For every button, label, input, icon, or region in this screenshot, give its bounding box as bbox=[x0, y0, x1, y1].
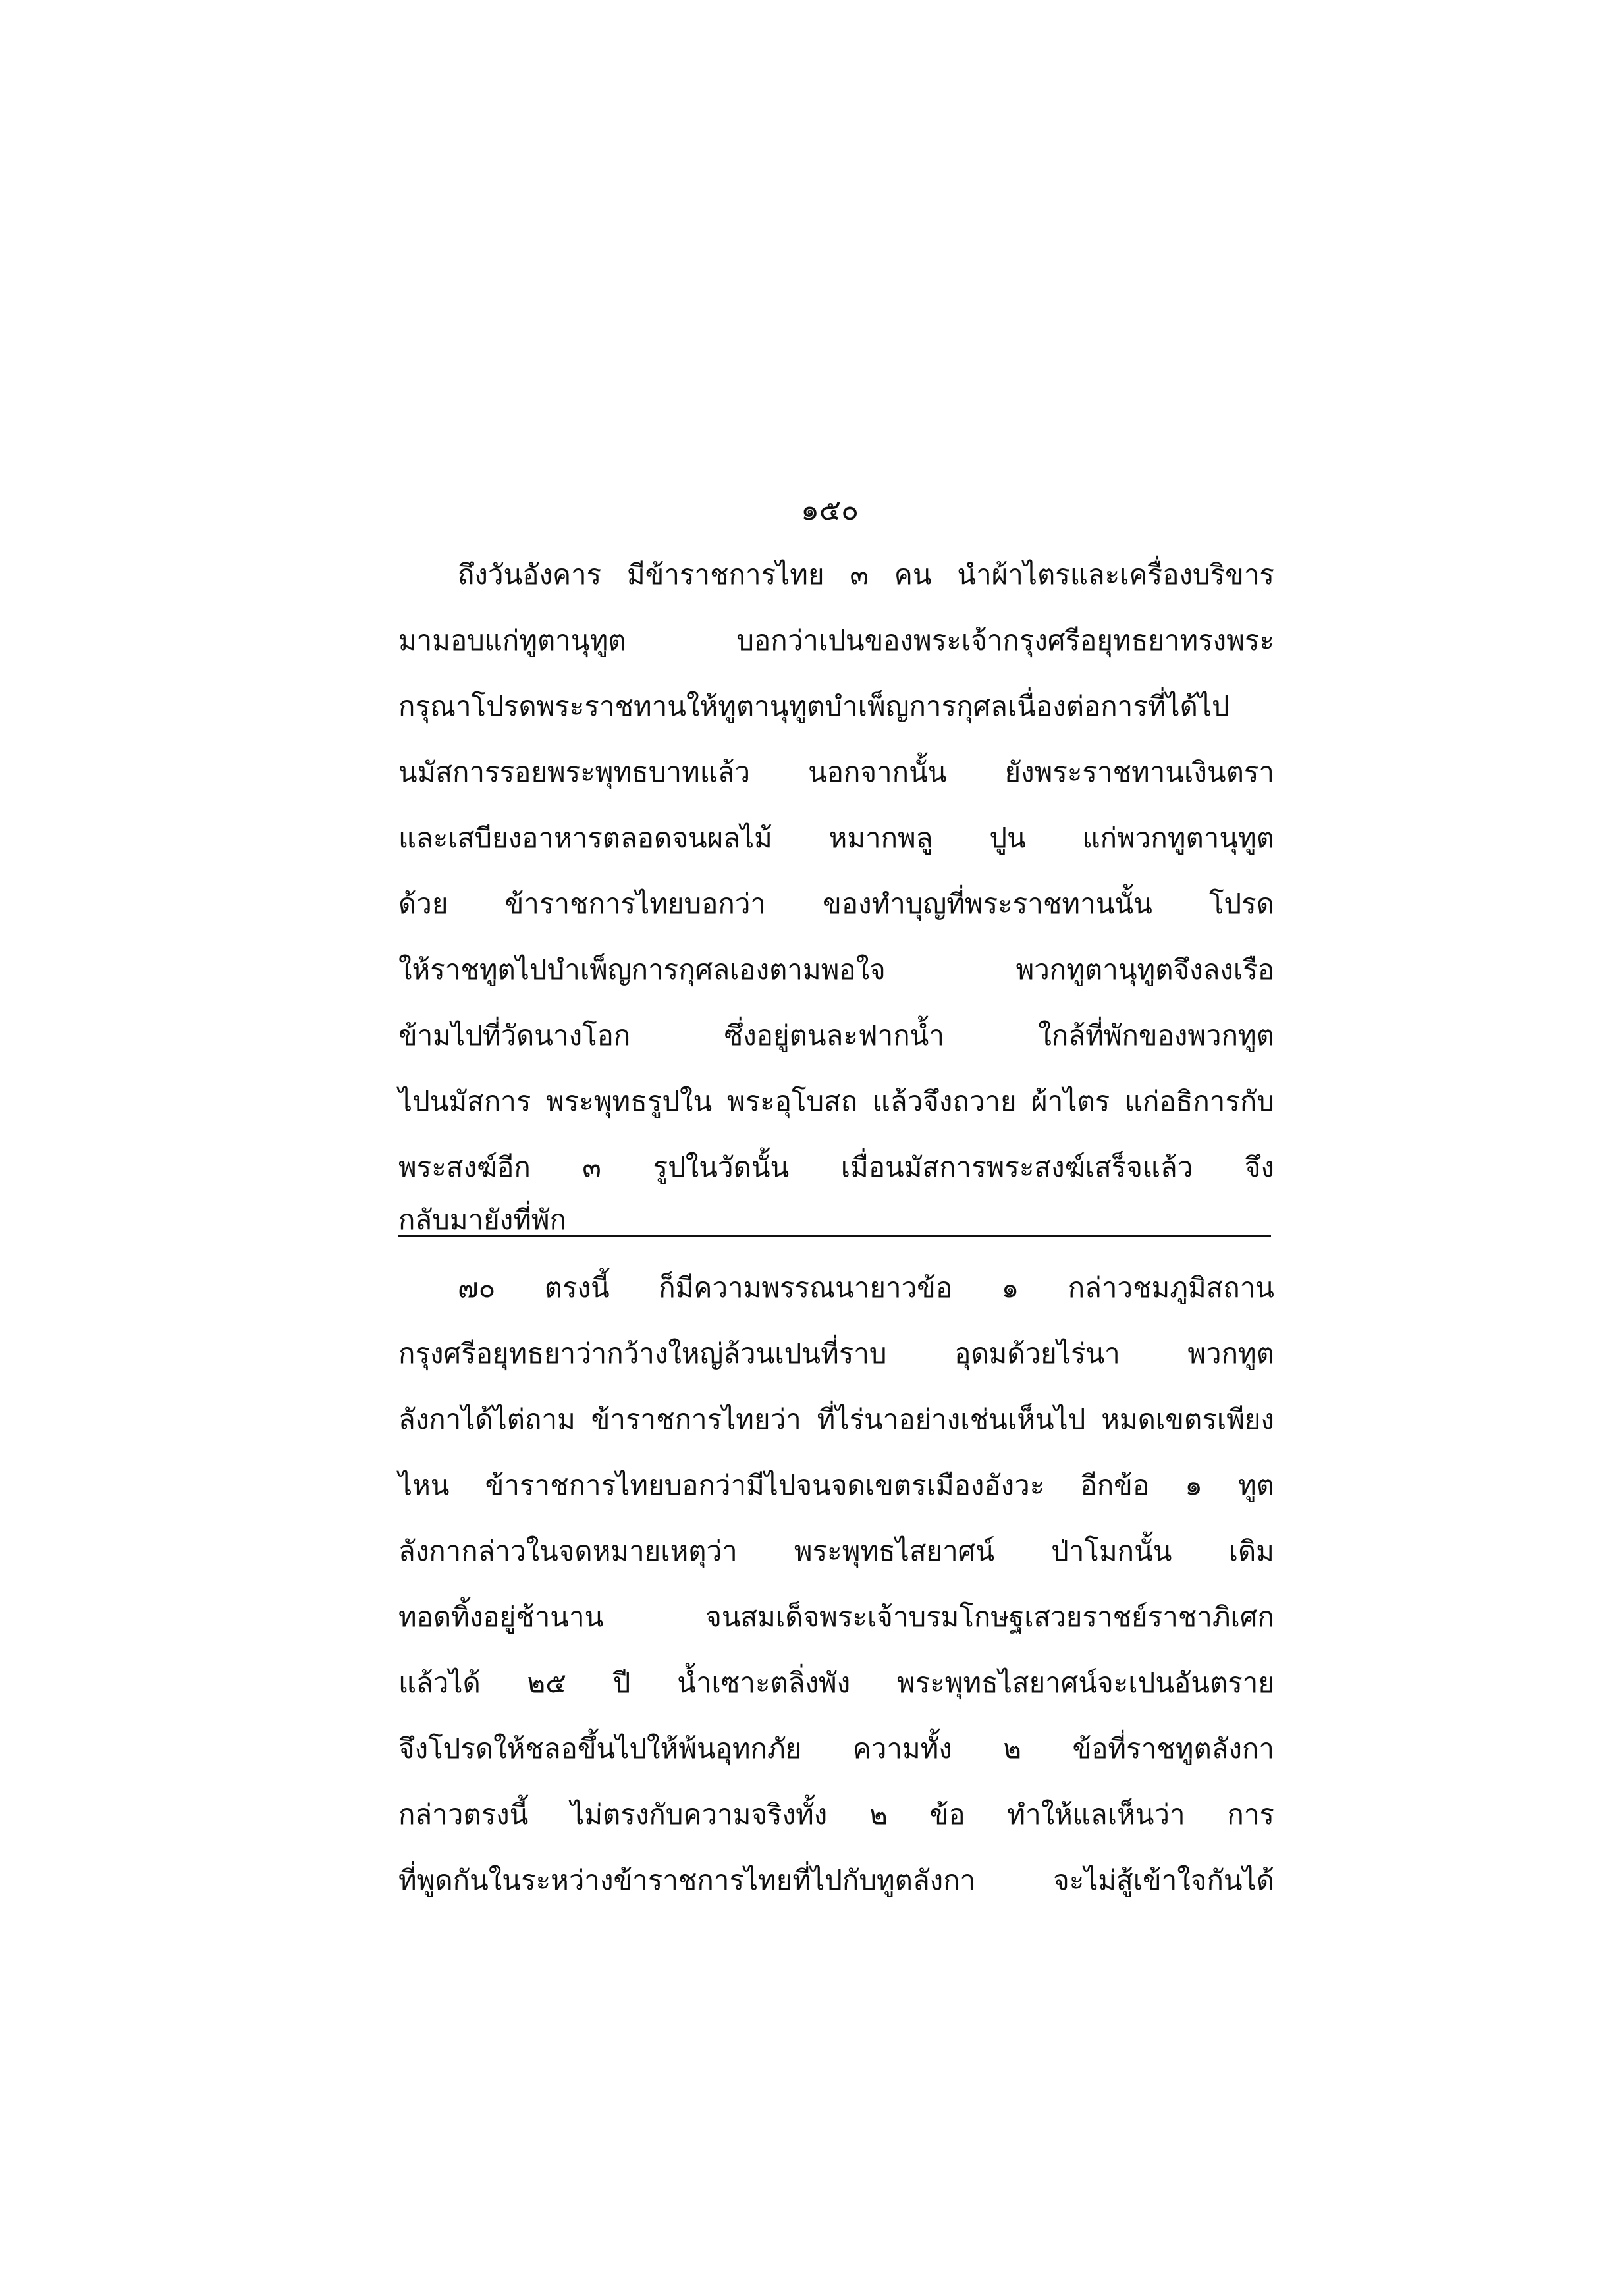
text-line: กรุงศรีอยุทธยาว่ากว้างใหญ่ล้วนเปนที่ราบ อุดมด้วยไร่นา พวกทูต bbox=[398, 1337, 1274, 1370]
text-line: กรุณาโปรดพระราชทานให้ทูตานุทูตบำเพ็ญการกุศลเนื่องต่อการที่ได้ไป bbox=[398, 690, 1230, 722]
text-line: และเสบียงอาหารตลอดจนผลไม้ หมากพลู ปูน แก่พวกทูตานุทูต bbox=[398, 822, 1274, 854]
text-line: มามอบแก่ทูตานุทูต บอกว่าเปนของพระเจ้ากรุงศรีอยุทธยาทรงพระ bbox=[398, 624, 1274, 656]
text-line: ที่พูดกันในระหว่างข้าราชการไทยที่ไปกับทูตลังกา จะไม่สู้เข้าใจกันได้ bbox=[398, 1864, 1274, 1896]
text-line: ลังกาได้ไต่ถาม ข้าราชการไทยว่า ที่ไร่นาอย่างเช่นเห็นไป หมดเขตรเพียง bbox=[398, 1403, 1274, 1435]
section-divider bbox=[398, 1235, 1271, 1237]
text-line: แล้วได้ ๒๕ ปี น้ำเซาะตลิ่งพัง พระพุทธไสยาศน์จะเปนอันตราย bbox=[398, 1667, 1274, 1699]
text-line: นมัสการรอยพระพุทธบาทแล้ว นอกจากนั้น ยังพระราชทานเงินตรา bbox=[398, 756, 1274, 788]
text-line: ด้วย ข้าราชการไทยบอกว่า ของทำบุญที่พระราชทานนั้น โปรด bbox=[398, 888, 1274, 920]
text-line: กลับมายังที่พัก bbox=[398, 1204, 567, 1236]
text-line: ไปนมัสการ พระพุทธรูปใน พระอุโบสถ แล้วจึงถวาย ผ้าไตร แก่อธิการกับ bbox=[398, 1085, 1274, 1117]
text-line: ลังกากล่าวในจดหมายเหตุว่า พระพุทธไสยาศน์ ป่าโมกนั้น เดิม bbox=[398, 1535, 1274, 1567]
page-number: ๑๕๐ bbox=[800, 493, 859, 527]
text-line: ทอดทิ้งอยู่ช้านาน จนสมเด็จพระเจ้าบรมโกษฐเสวยราชย์ราชาภิเศก bbox=[398, 1601, 1274, 1633]
text-line: ไหน ข้าราชการไทยบอกว่ามีไปจนจดเขตรเมืองอังวะ อีกข้อ ๑ ทูต bbox=[398, 1469, 1274, 1501]
text-line: ๗๐ ตรงนี้ ก็มีความพรรณนายาวข้อ ๑ กล่าวชมภูมิสถาน bbox=[458, 1271, 1274, 1304]
text-line: กล่าวตรงนี้ ไม่ตรงกับความจริงทั้ง ๒ ข้อ ทำให้แลเห็นว่า การ bbox=[398, 1798, 1274, 1830]
text-line: พระสงฆ์อีก ๓ รูปในวัดนั้น เมื่อนมัสการพระสงฆ์เสร็จแล้ว จึง bbox=[398, 1151, 1274, 1183]
text-line: ข้ามไปที่วัดนางโอก ซึ่งอยู่ตนละฟากน้ำ ใกล้ที่พักของพวกทูต bbox=[398, 1019, 1274, 1052]
text-line: ให้ราชทูตไปบำเพ็ญการกุศลเองตามพอใจ พวกทูตานุทูตจึงลงเรือ bbox=[398, 953, 1274, 986]
text-line: จึงโปรดให้ชลอขึ้นไปให้พ้นอุทกภัย ความทั้ง ๒ ข้อที่ราชทูตลังกา bbox=[398, 1732, 1274, 1765]
text-line: ถึงวันอังคาร มีข้าราชการไทย ๓ คน นำผ้าไตรและเครื่องบริขาร bbox=[458, 558, 1274, 591]
